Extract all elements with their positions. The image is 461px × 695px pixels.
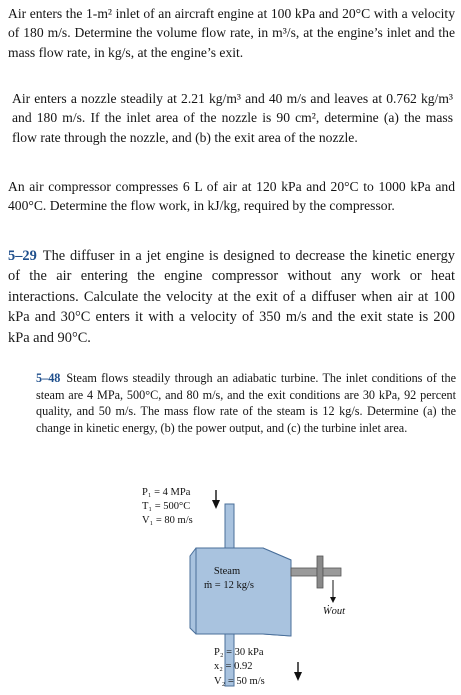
steam-label: Steam bbox=[213, 566, 241, 577]
inlet-pipe bbox=[225, 504, 234, 548]
mass-flow-label: ṁ = 12 kg/s bbox=[204, 580, 254, 591]
inlet-temperature-label: T₁ = 500°C bbox=[142, 501, 191, 512]
problem-2-text: Air enters a nozzle steadily at 2.21 kg/m³ and 40 m/s and leaves at 0.762 kg/m³ and 180 m/s. If the inlet area of the nozzle is 90 cm², determine (a) the mass flow rate through the nozzle, and (b) the exit area of the nozzle. bbox=[12, 91, 453, 145]
problem-5-48-text: Steam flows steadily through an adiabatic turbine. The inlet conditions of the steam are 4 MPa, 500°C, and 80 m/s, and the exit conditions are 30 kPa, 92 percent quality, and 50 m/s. The mass flow rate of the steam is 12 kg/s. Determine (a) the change in kinetic energy, (b) the power output, and (c) the turbine inlet area. bbox=[36, 371, 456, 435]
problem-1-text: Air enters the 1-m² inlet of an aircraft engine at 100 kPa and 20°C with a velocity of 180 m/s. Determine the volume flow rate, in m³/s, at the engine’s inlet and the mass flow rate, in kg/s, at the engine’s exit. bbox=[8, 6, 455, 60]
shaft bbox=[291, 568, 317, 576]
outlet-quality-label: x₂ = 0.92 bbox=[214, 661, 253, 672]
outlet-pressure-label: P₂ = 30 kPa bbox=[214, 647, 264, 658]
work-output-label: Ẇout bbox=[322, 606, 346, 617]
outlet-velocity-label: V₂ = 50 m/s bbox=[214, 676, 265, 687]
problem-number: 5–29 bbox=[8, 248, 37, 264]
problem-5-29-text: The diffuser in a jet engine is designed to decrease the kinetic energy of the air entering the engine compressor without any work or heat interactions. Calculate the velocity at the exit of a diffuser when air at 100 kPa and 30°C enters it with a velocity of 350 m/s and the exit state is 200 kPa and 90°C. bbox=[8, 248, 455, 346]
inlet-pressure-label: P₁ = 4 MPa bbox=[142, 487, 191, 498]
coupling bbox=[317, 556, 323, 588]
inlet-velocity-label: V₁ = 80 m/s bbox=[142, 515, 193, 526]
problem-number: 5–48 bbox=[36, 371, 61, 385]
problem-3-text: An air compressor compresses 6 L of air at 120 kPa and 20°C to 1000 kPa and 400°C. Determine the flow work, in kJ/kg, required by the compressor. bbox=[8, 179, 455, 214]
